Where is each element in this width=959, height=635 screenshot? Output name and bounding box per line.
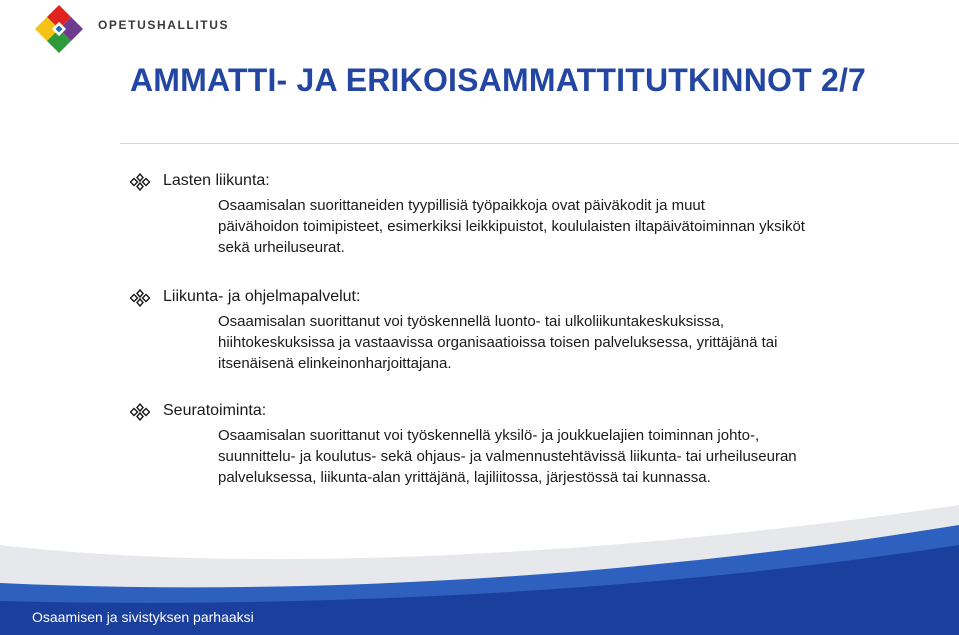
paragraph-line: suunnittelu- ja koulutus- sekä ohjaus- ja valmennustehtävissä liikunta- tai urheiluseuran [218, 448, 797, 465]
footer-slogan: Osaamisen ja sivistyksen parhaaksi [32, 609, 254, 625]
paragraph-line: hiihtokeskuksissa ja vastaavissa organisaatioissa toisen palveluksessa, yrittäjänä tai [218, 334, 778, 351]
paragraph-line: sekä urheiluseurat. [218, 239, 345, 256]
paragraph-line: palveluksessa, liikunta-alan yrittäjänä, lajiliitossa, järjestössä tai kunnassa. [218, 469, 711, 486]
title-divider [120, 143, 959, 144]
four-diamond-bullet-icon [130, 403, 150, 421]
section-heading-liikunta-ja-ohjelmapalvelut: Liikunta- ja ohjelmapalvelut: [163, 288, 361, 305]
section-paragraph-liikunta-ja-ohjelmapalvelut [218, 311, 918, 374]
paragraph-line: Osaamisalan suorittanut voi työskennellä yksilö- ja joukkuelajien toiminnan johto-, [218, 427, 760, 444]
section-paragraph-seuratoiminta [218, 425, 918, 488]
page-title: AMMATTI- JA ERIKOISAMMATTITUTKINNOT 2/7 [130, 62, 867, 98]
paragraph-line: päivähoidon toimipisteet, esimerkiksi leikkipuistot, koululaisten iltapäivätoiminnan yksiköt [218, 218, 805, 235]
org-name: OPETUSHALLITUS [98, 18, 230, 32]
section-paragraph-lasten-liikunta [218, 195, 918, 258]
paragraph-line: Osaamisalan suorittaneiden tyypillisiä työpaikkoja ovat päiväkodit ja muut [218, 197, 705, 214]
section-heading-lasten-liikunta: Lasten liikunta: [163, 172, 270, 189]
paragraph-line: Osaamisalan suorittanut voi työskennellä luonto- tai ulkoliikuntakeskuksissa, [218, 313, 725, 330]
diamond-logo-icon [33, 3, 85, 55]
section-heading-seuratoiminta: Seuratoiminta: [163, 402, 267, 419]
paragraph-line: itsenäisenä elinkeinonharjoittajana. [218, 355, 452, 372]
four-diamond-bullet-icon [130, 173, 150, 191]
four-diamond-bullet-icon [130, 289, 150, 307]
